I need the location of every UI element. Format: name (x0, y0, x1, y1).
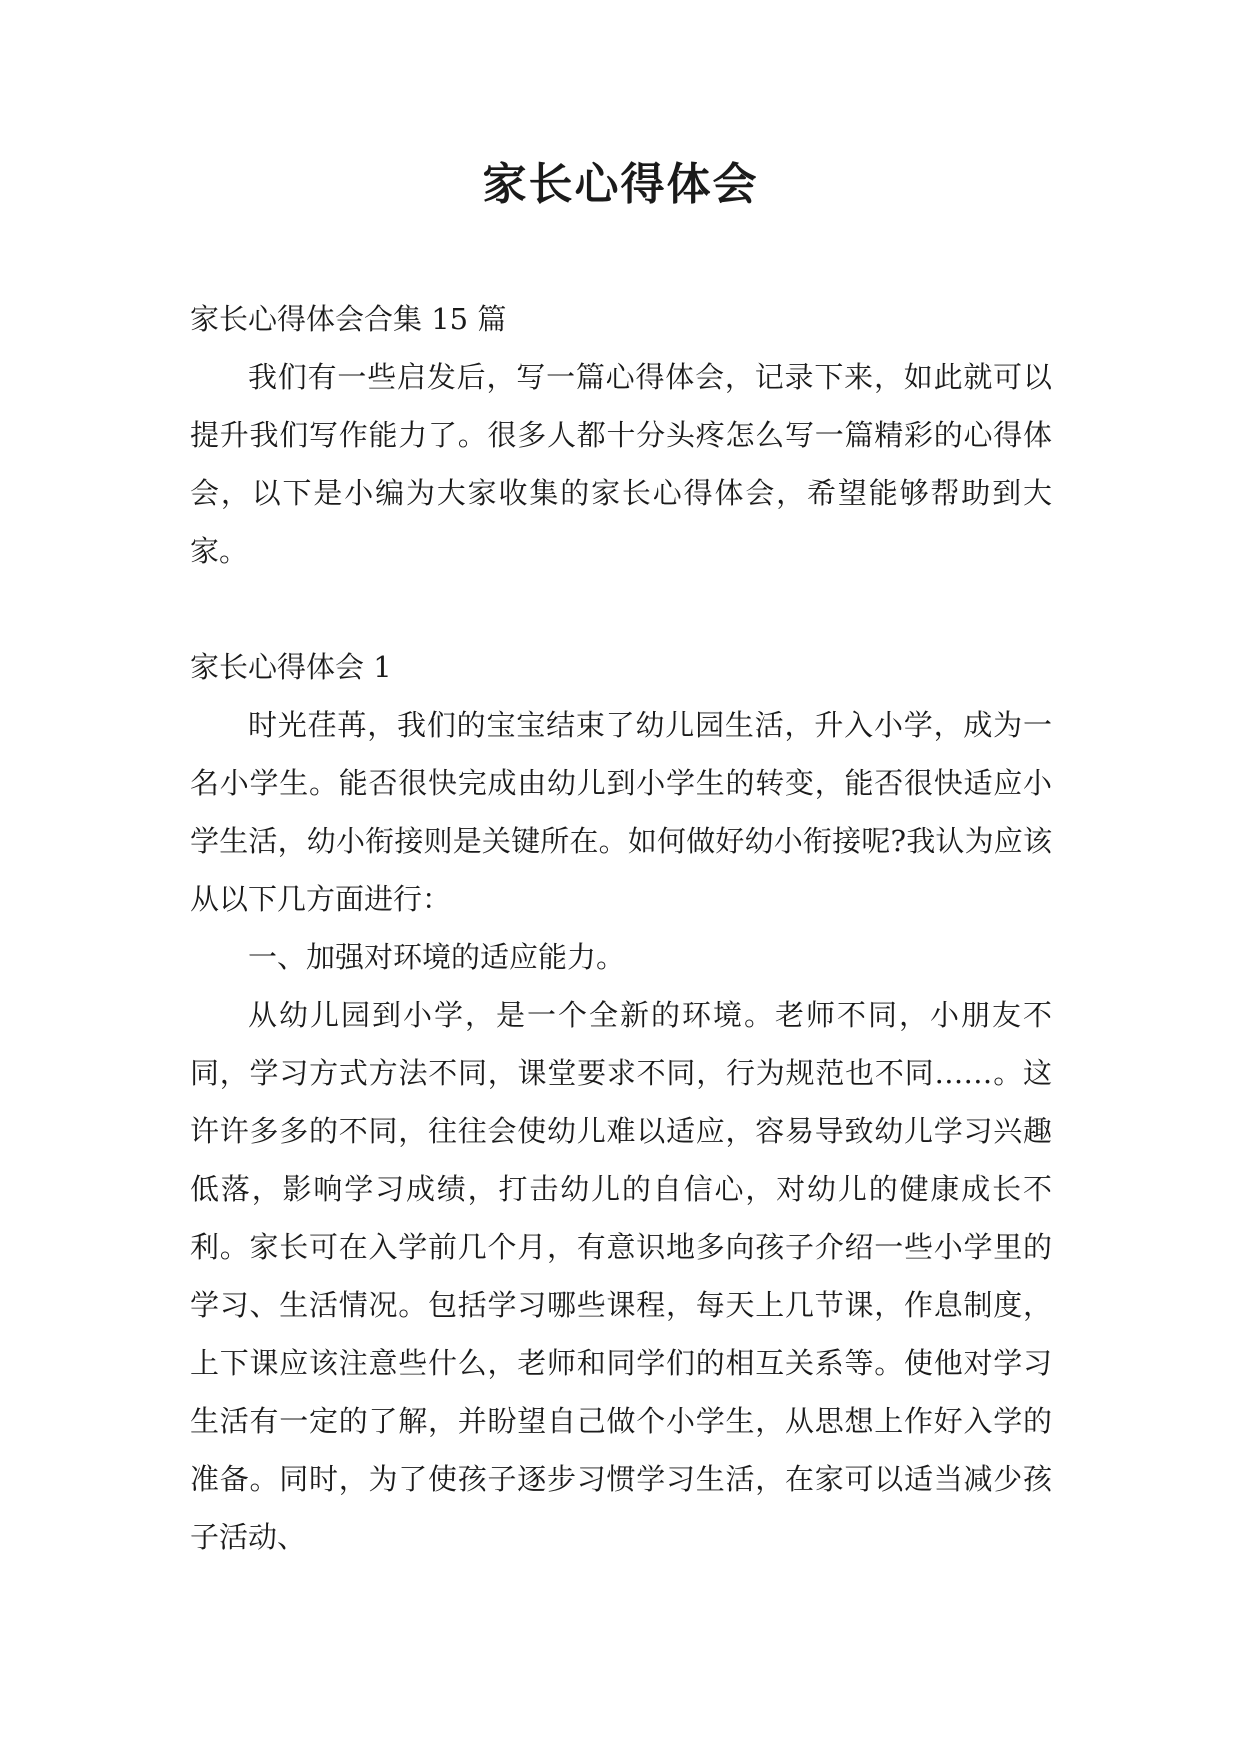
body-paragraph: 时光荏苒，我们的宝宝结束了幼儿园生活，升入小学，成为一名小学生。能否很快完成由幼儿到小学生的转变，能否很快适应小学生活，幼小衔接则是关键所在。如何做好幼小衔接呢?我认为应该从以下几方面进行： (190, 708, 1052, 916)
section-spacer (190, 580, 1052, 638)
section-heading: 家长心得体会 1 (190, 650, 392, 684)
document-title: 家长心得体会 (482, 159, 759, 210)
body-paragraph: 一、加强对环境的适应能力。 (248, 940, 626, 974)
intro-paragraph: 我们有一些启发后，写一篇心得体会，记录下来，如此就可以提升我们写作能力了。很多人都十分头疼怎么写一篇精彩的心得体会，以下是小编为大家收集的家长心得体会，希望能够帮助到大家。 (190, 360, 1052, 568)
document-body (190, 290, 1052, 1566)
body-paragraph: 从幼儿园到小学，是一个全新的环境。老师不同，小朋友不同，学习方式方法不同，课堂要求不同，行为规范也不同……。这许许多多的不同，往往会使幼儿难以适应，容易导致幼儿学习兴趣低落，影响学习成绩，打击幼儿的自信心，对幼儿的健康成长不利。家长可在入学前几个月，有意识地多向孩子介绍一些小学里的学习、生活情况。包括学习哪些课程，每天上几节课，作息制度，上下课应该注意些什么，老师和同学们的相互关系等。使他对学习生活有一定的了解，并盼望自己做个小学生，从思想上作好入学的准备。同时，为了使孩子逐步习惯学习生活，在家可以适当减少孩子活动、 (190, 998, 1052, 1554)
document-subtitle: 家长心得体会合集 15 篇 (190, 302, 507, 336)
